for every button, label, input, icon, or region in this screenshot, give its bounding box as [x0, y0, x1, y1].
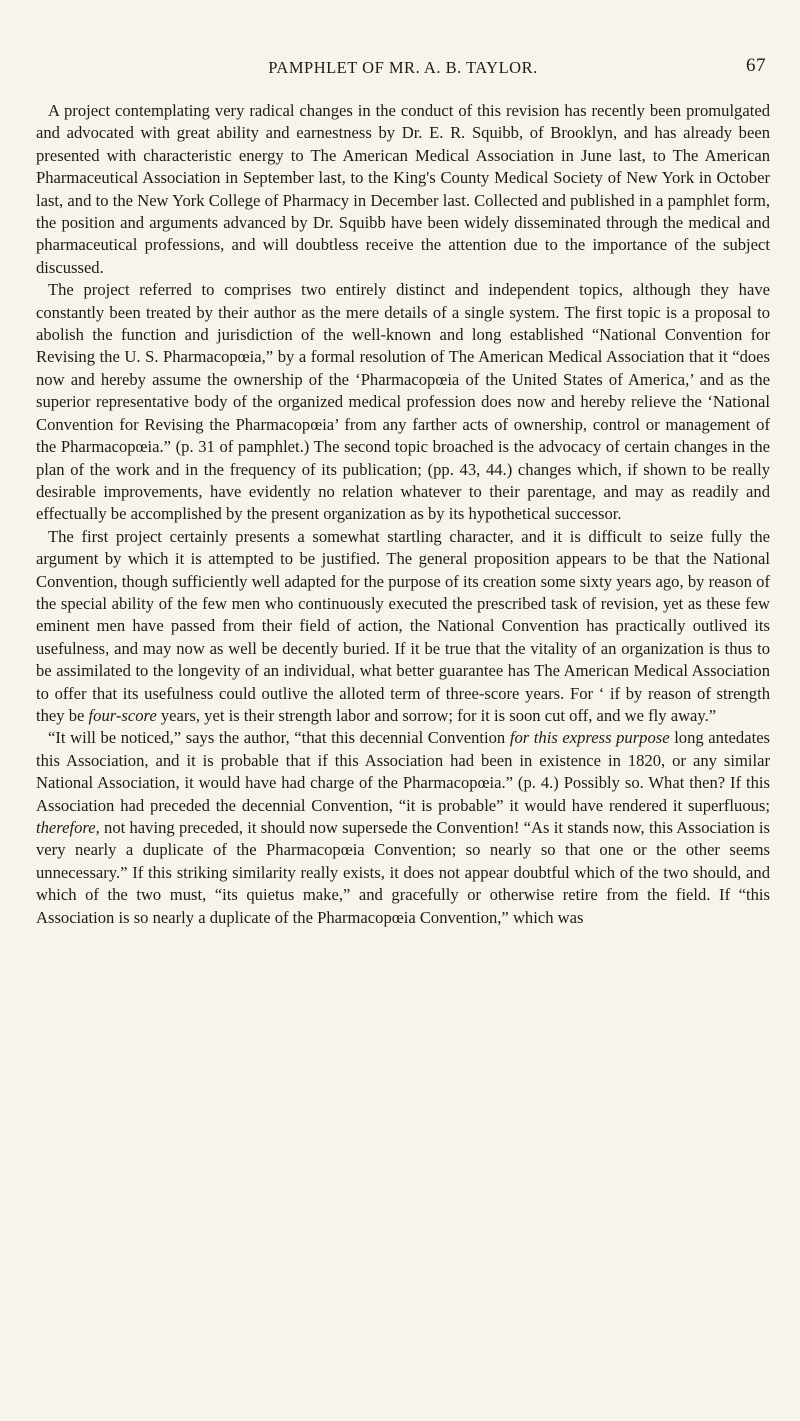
paragraph-4-italic: for this express purpose: [509, 728, 670, 748]
paragraph-4-text: “It will be noticed,” says the author, “that this decennial Convention: [48, 728, 510, 748]
running-title: PAMPHLET OF MR. A. B. TAYLOR.: [268, 58, 538, 77]
paragraph-1: A project contemplating very radical changes in the conduct of this revision has recently been promulgated and advocated with great ability and earnestness by Dr. E. R. Squibb, of Brooklyn, and has already been presented with characteristic energy to The American Medical Association in June last, to The American Pharmaceutical Association in September last, to the King's County Medical Society of New York in October last, and to the New York College of Pharmacy in December last. Collected and published in a pamphlet form, the position and arguments advanced by Dr. Squibb have been widely disseminated through the medical and pharmaceutical professions, and will doubtless receive the attention due to the importance of the subject discussed.: [36, 101, 770, 277]
page-number: 67: [746, 55, 766, 76]
paragraph-4-text-end: , not having preceded, it should now supersede the Convention! “As it stands now, this Association is very nearly a duplicate of the Pharmacopœia Convention; so nearly so that one or the other seems unnecessary.” If this striking similarity really exists, it does not appear doubtful which of the two should, and which of the two must, “its quietus make,” and gracefully or otherwise retire from the field. If “this Association is so nearly a duplicate of the Pharmacopœia Convention,” which was: [36, 818, 770, 927]
book-page: [36, 55, 771, 929]
paragraph-2: The project referred to comprises two entirely distinct and independent topics, although they have constantly been treated by their author as the mere details of a single system. The first topic is a proposal to abolish the function and jurisdiction of the well-known and long established “National Convention for Revising the U. S. Pharmacopœia,” by a formal resolution of The American Medical Association that it “does now and hereby assume the ownership of the ‘Pharmacopœia of the United States of America,’ and as the superior representative body of the organized medical profession does now and hereby relieve the ‘National Convention for Revising the Pharmacopœia’ from any farther acts of ownership, control or management of the Pharmacopœia.” (p. 31 of pamphlet.) The second topic broached is the advocacy of certain changes in the plan of the work and in the frequency of its publication; (pp. 43, 44.) changes which, if shown to be really desirable improvements, have evidently no relation whatever to their parentage, and may as readily and effectually be accomplished by the present organization as by its hypothetical successor.: [36, 280, 770, 524]
running-head: [36, 55, 770, 88]
paragraph-3-text: The first project certainly presents a somewhat startling character, and it is difficult to seize fully the argument by which it is attempted to be justified. The general proposition appears to be that the National Convention, though sufficiently well adapted for the purpose of its creation some sixty years ago, by reason of the special ability of the few men who continuously executed the prescribed task of revision, yet as these few eminent men have passed from their field of action, the National Convention has practically outlived its usefulness, and may now as well be decently buried. If it be true that the vitality of an organization is thus to be assimilated to the longevity of an individual, what better guarantee has The American Medical Association to offer that its usefulness could outlive the alloted term of three-score years. For ‘ if by reason of strength they be: [36, 526, 770, 725]
paragraph-4-text-mid: long antedates this Association, and it is probable that if this Association had been in existence in 1820, or any similar National Association, it would have had charge of the Pharmacopœia.” (p. 4.) Possibly so. What then? If this Association had preceded the decennial Convention, “it is probable” it would have rendered it superfluous;: [36, 728, 771, 815]
paragraph-4: [36, 727, 770, 929]
paragraph-4-italic-2: therefore: [36, 818, 96, 837]
paragraph-3: [36, 526, 770, 728]
body-text: [36, 100, 770, 929]
paragraph-3-text-end: years, yet is their strength labor and sorrow; for it is soon cut off, and we fly away.”: [156, 705, 717, 725]
paragraph-3-italic: four-score: [88, 705, 157, 725]
